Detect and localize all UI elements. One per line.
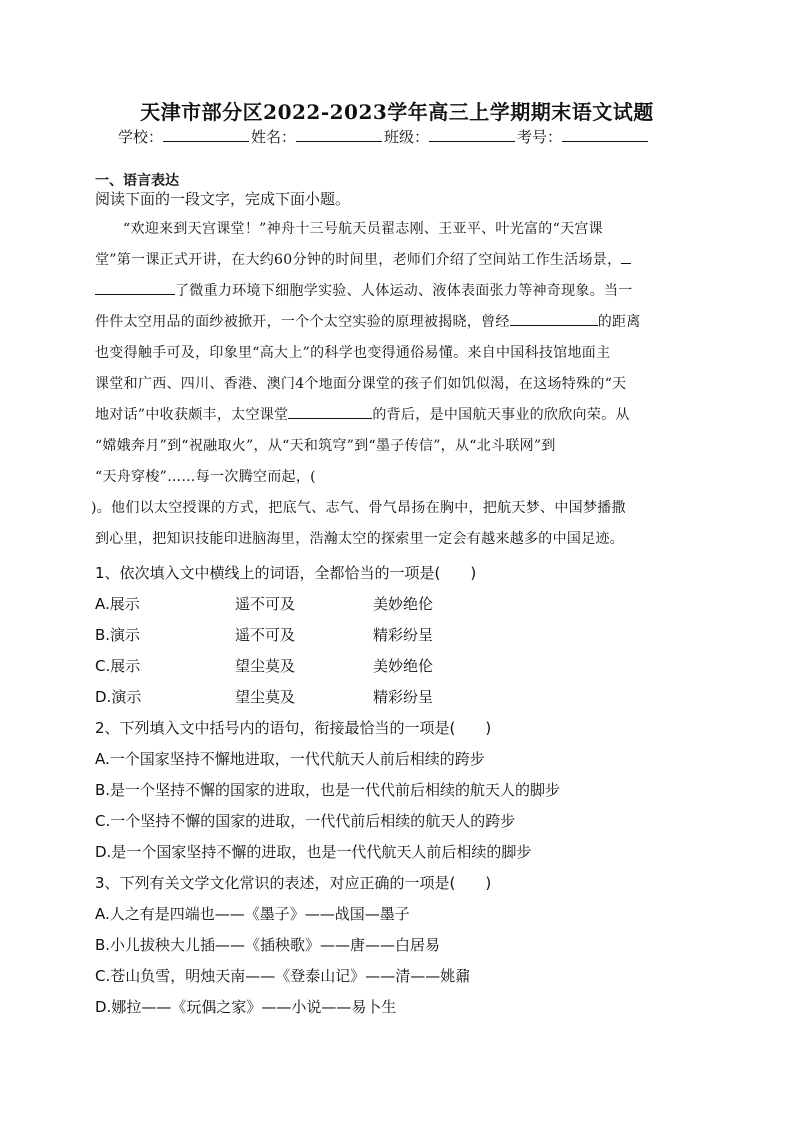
blank-line — [288, 402, 372, 419]
answer-option[interactable]: C.一个坚持不懈的国家的进取，一代代前后相续的航天人的跨步 — [95, 812, 516, 830]
option-word: 望尘莫及 — [235, 657, 296, 675]
answer-option[interactable] — [95, 589, 715, 620]
passage-line: )。他们以太空授课的方式，把底气、志气、骨气昂扬在胸中，把航天梦、中国梦播撒 — [91, 500, 626, 516]
passage-line: “嫦娥奔月”到“祝融取火”，从“天和筑穹”到“墨子传信”，从“北斗联网”到 — [95, 438, 556, 454]
passage-line: 到心里，把知识技能印进脑海里，浩瀚太空的探索里一定会有越来越多的中国足迹。 — [95, 531, 625, 547]
answer-option[interactable] — [95, 682, 715, 713]
passage-line — [95, 245, 695, 276]
exam-no-label: 考号： — [517, 128, 563, 146]
student-info-line — [118, 126, 650, 147]
option-word: 望尘莫及 — [235, 688, 296, 706]
answer-option[interactable]: B.小儿拔秧大儿插——《插秧歌》——唐——白居易 — [95, 936, 441, 954]
option-word: 美妙绝伦 — [373, 657, 434, 675]
passage-text: 了微重力环境下细胞学实验、人体运动、液体表面张力等神奇现象。当一 — [175, 283, 633, 299]
passage-line — [95, 400, 695, 431]
name-blank[interactable] — [296, 127, 382, 142]
passage-text: 的距离 — [597, 314, 641, 330]
passage-line: 课堂和广西、四川、香港、澳门4个地面分课堂的孩子们如饥似渴，在这场特殊的“天 — [95, 376, 627, 392]
passage-line: 也变得触手可及，印象里“高大上”的科学也变得通俗易懂。来自中国科技馆地面主 — [95, 345, 611, 361]
blank-line — [510, 309, 598, 326]
question-stem: 2、下列填入文中括号内的语句，衔接最恰当的一项是( ) — [95, 719, 492, 737]
question-stem: 1、依次填入文中横线上的词语，全都恰当的一项是( ) — [95, 564, 477, 582]
option-word: 美妙绝伦 — [373, 595, 434, 613]
school-blank[interactable] — [163, 127, 249, 142]
answer-option[interactable]: A.一个国家坚持不懈地进取，一代代航天人前后相续的跨步 — [95, 750, 485, 768]
answer-option[interactable] — [95, 620, 715, 651]
answer-option[interactable] — [95, 651, 715, 682]
question-stem: 3、下列有关文学文化常识的表述，对应正确的一项是( ) — [95, 874, 492, 892]
question-list — [95, 558, 715, 1023]
passage-line — [95, 276, 695, 307]
reading-intro: 阅读下面的一段文字，完成下面小题。 — [95, 190, 351, 208]
answer-option[interactable]: A.人之有是四端也——《墨子》——战国—墨子 — [95, 905, 410, 923]
class-label: 班级： — [384, 128, 430, 146]
class-blank[interactable] — [429, 127, 515, 142]
option-word: 遥不可及 — [235, 626, 296, 644]
passage-line: “天舟穿梭”……每一次腾空而起，( — [95, 469, 316, 485]
reading-passage — [91, 214, 695, 555]
section-heading: 一、语言表达 — [95, 173, 179, 189]
option-label: C.展示 — [95, 657, 141, 675]
name-label: 姓名： — [251, 128, 297, 146]
passage-text: 的背后，是中国航天事业的欣欣向荣。从 — [372, 407, 630, 423]
passage-text: 件件太空用品的面纱被掀开，一个个太空实验的原理被揭晓，曾经 — [95, 314, 510, 330]
answer-option[interactable]: C.苍山负雪，明烛天南——《登泰山记》——清——姚鼐 — [95, 967, 471, 985]
exam-no-blank[interactable] — [562, 127, 648, 142]
passage-text: 堂”第一课正式开讲，在大约60分钟的时间里，老师们介绍了空间站工作生活场景， — [95, 252, 622, 268]
option-label: A.展示 — [95, 595, 140, 613]
blank-line — [621, 247, 631, 264]
passage-line — [95, 307, 695, 338]
passage-line: “欢迎来到天宫课堂！”神舟十三号航天员翟志刚、王亚平、叶光富的“天宫课 — [123, 221, 603, 237]
school-label: 学校： — [118, 128, 164, 146]
option-word: 遥不可及 — [235, 595, 296, 613]
answer-option[interactable]: D.娜拉——《玩偶之家》——小说——易卜生 — [95, 998, 397, 1016]
answer-option[interactable]: B.是一个坚持不懈的国家的进取，也是一代代前后相续的航天人的脚步 — [95, 781, 561, 799]
option-label: B.演示 — [95, 626, 141, 644]
answer-option[interactable]: D.是一个国家坚持不懈的进取，也是一代代航天人前后相续的脚步 — [95, 843, 532, 861]
page-title: 天津市部分区2022-2023学年高三上学期期末语文试题 — [140, 100, 654, 124]
option-word: 精彩纷呈 — [373, 688, 434, 706]
option-label: D.演示 — [95, 688, 142, 706]
option-word: 精彩纷呈 — [373, 626, 434, 644]
blank-line — [95, 278, 175, 295]
passage-text: 地对话”中收获颇丰，太空课堂 — [95, 407, 289, 423]
